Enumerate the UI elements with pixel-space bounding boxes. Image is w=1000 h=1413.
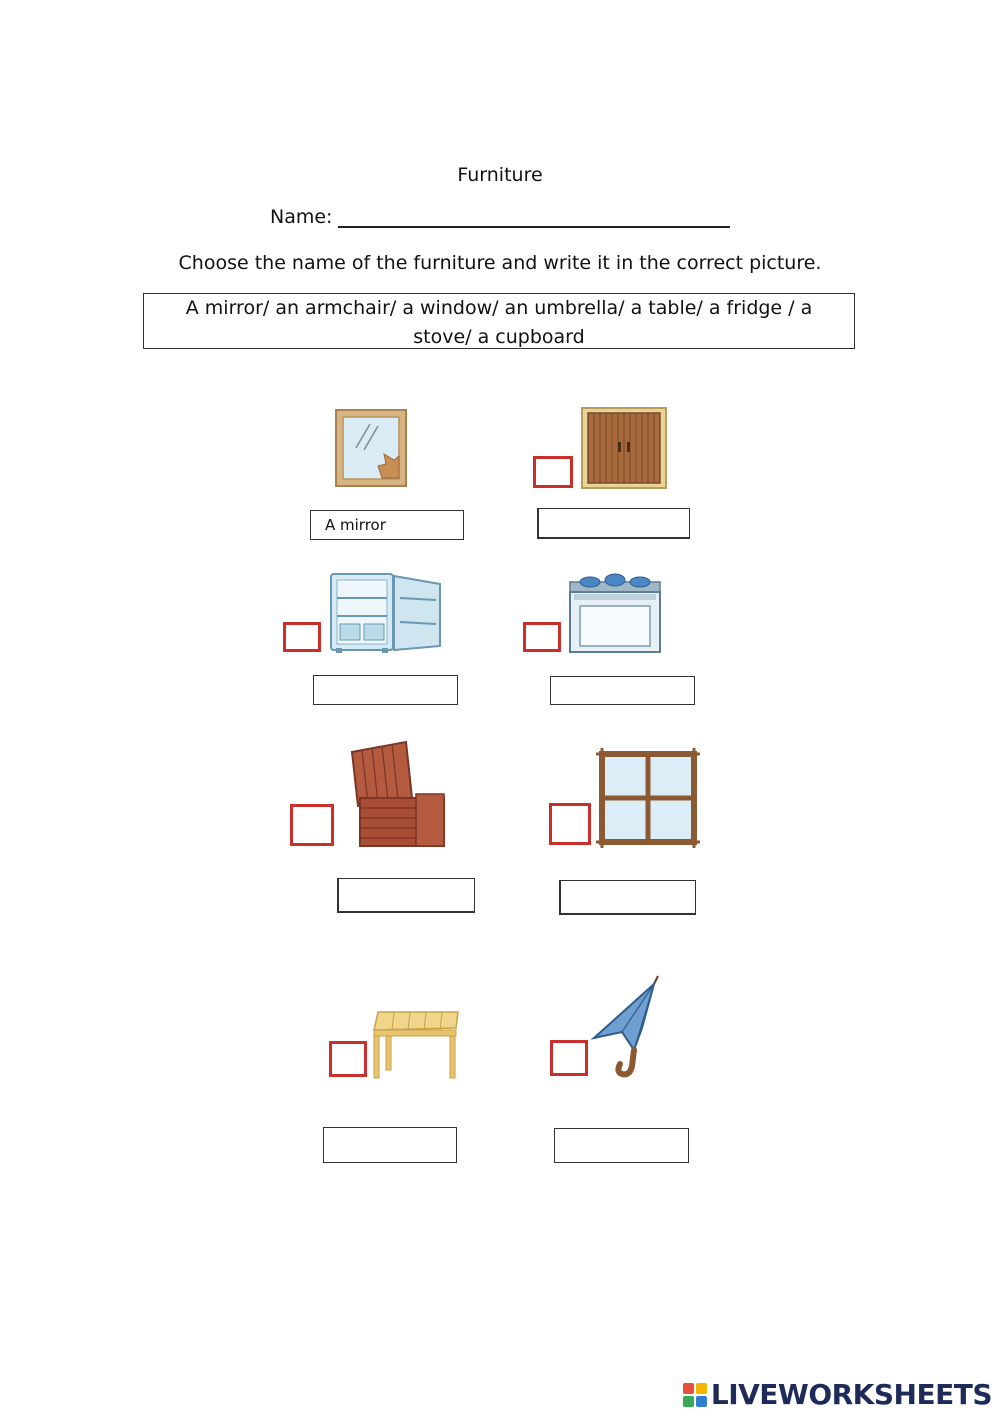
fridge-picture: [328, 572, 446, 654]
umbrella-picture: [592, 974, 666, 1080]
mirror-answer-text: A mirror: [325, 516, 386, 534]
fridge-answer-box[interactable]: [313, 675, 458, 705]
armchair-answer-box[interactable]: [337, 878, 475, 913]
table-answer-box[interactable]: [323, 1127, 457, 1163]
window-answer-box[interactable]: [559, 880, 696, 915]
cupboard-picture: [580, 406, 668, 490]
worksheet-title: Furniture: [457, 164, 543, 186]
brand-text: LIVEWORKSHEETS: [710, 1378, 992, 1411]
word-bank-line-2: stove/ a cupboard: [413, 326, 585, 348]
logo-squares-icon: [683, 1383, 707, 1407]
cupboard-answer-box[interactable]: [537, 508, 690, 539]
stove-checkbox[interactable]: [523, 622, 561, 652]
instructions: Choose the name of the furniture and write it in the correct picture.: [178, 252, 822, 274]
mirror-answer-box[interactable]: [310, 510, 464, 540]
word-bank: [143, 293, 855, 349]
liveworksheets-logo: [683, 1378, 992, 1411]
table-picture: [368, 1008, 462, 1080]
name-row: [270, 206, 730, 228]
cupboard-checkbox[interactable]: [533, 456, 573, 488]
armchair-picture: [346, 740, 450, 850]
table-checkbox[interactable]: [329, 1041, 367, 1077]
armchair-checkbox[interactable]: [290, 804, 334, 846]
name-field-line[interactable]: [338, 208, 730, 228]
stove-picture: [566, 572, 664, 654]
name-label: Name:: [270, 206, 333, 228]
stove-answer-box[interactable]: [550, 676, 695, 705]
word-bank-line-1: A mirror/ an armchair/ a window/ an umbrella/ a table/ a fridge / a: [185, 297, 813, 319]
mirror-picture: [334, 408, 408, 488]
window-picture: [596, 748, 700, 848]
umbrella-checkbox[interactable]: [550, 1040, 588, 1076]
window-checkbox[interactable]: [549, 803, 591, 845]
fridge-checkbox[interactable]: [283, 622, 321, 652]
umbrella-answer-box[interactable]: [554, 1128, 689, 1163]
